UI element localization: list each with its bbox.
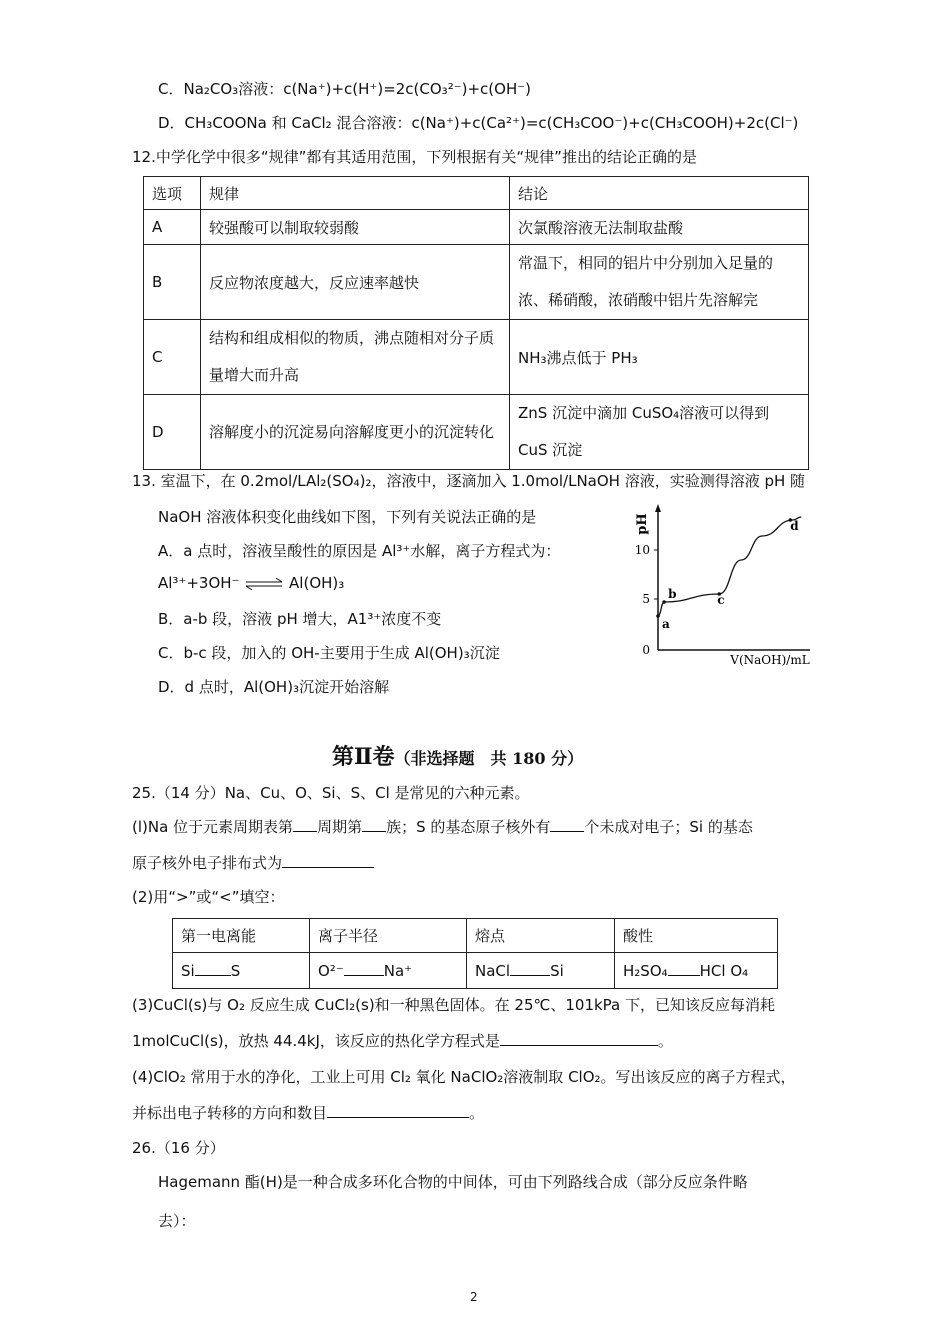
point-label-b: b [668, 587, 677, 601]
table-row [144, 395, 809, 470]
text: 族；S 的基态原子核外有 [386, 818, 551, 836]
table-row [144, 320, 809, 395]
row-conclusion: NH₃沸点低于 PH₃ [510, 320, 809, 395]
text: 个未成对电子；Si 的基态 [584, 818, 753, 836]
table-row [144, 245, 809, 320]
equation-right: Al(OH)₃ [289, 574, 345, 592]
y-axis-label: pH [635, 513, 650, 535]
answer-blank[interactable] [510, 961, 550, 976]
row-option: B [144, 245, 201, 320]
table-row [144, 210, 809, 245]
q25-part1-line2 [132, 852, 374, 873]
row-rule: 反应物浓度越大，反应速率越快 [201, 245, 510, 320]
text: Si [550, 962, 564, 980]
q13-option-a: A．a 点时，溶液呈酸性的原因是 Al³⁺水解，离子方程式为： [158, 542, 561, 560]
q25-compare-table [172, 918, 778, 989]
answer-blank[interactable] [550, 817, 584, 832]
section-title [332, 740, 583, 771]
page-number: 2 [470, 1290, 478, 1304]
text: H₂SO₄ [623, 962, 668, 980]
ph-titration-chart [620, 500, 820, 670]
point-label-a: a [662, 617, 670, 631]
q13-option-a-equation [158, 574, 344, 592]
x-axis-label: V(NaOH)/mL [730, 653, 810, 667]
q25-part2: (2)用“>”或“<”填空： [132, 888, 285, 906]
q26-stem: 26.（16 分） [132, 1139, 225, 1157]
answer-blank[interactable] [195, 961, 231, 976]
text: Si [181, 962, 195, 980]
row-conclusion: 常温下，相同的铝片中分别加入足量的浓、稀硝酸，浓硝酸中铝片先溶解完 [510, 245, 809, 320]
text: HCl O₄ [699, 962, 749, 980]
q11-option-d: D．CH₃COONa 和 CaCl₂ 混合溶液：c(Na⁺)+c(Ca²⁺)=c(CH₃COO⁻)+c(CH₃COOH)+2c(Cl⁻) [158, 114, 799, 132]
table-header-row [144, 177, 809, 210]
y-axis-arrow-icon [655, 504, 661, 512]
compare-cell [310, 953, 467, 989]
q11-option-c: C．Na₂CO₃溶液：c(Na⁺)+c(H⁺)=2c(CO₃²⁻)+c(OH⁻) [158, 80, 532, 98]
row-conclusion: 次氯酸溶液无法制取盐酸 [510, 210, 809, 245]
q12-stem: 12.中学化学中很多“规律”都有其适用范围，下列根据有关“规律”推出的结论正确的是 [132, 148, 697, 166]
row-rule: 溶解度小的沉淀易向溶解度更小的沉淀转化 [201, 395, 510, 470]
text: Na⁺ [383, 962, 413, 980]
y-tick-label: 5 [642, 592, 650, 606]
q25-part4-line2 [132, 1102, 484, 1123]
data-point-a [656, 614, 660, 618]
point-label-d: d [790, 519, 799, 533]
q25-part3-line1: (3)CuCl(s)与 O₂ 反应生成 CuCl₂(s)和一种黑色固体。在 25℃、101kPa 下，已知该反应每消耗 [132, 996, 776, 1014]
section-title-main: 第Ⅱ卷 [332, 744, 395, 770]
header-rule: 规律 [201, 177, 510, 210]
answer-blank[interactable] [327, 1103, 469, 1118]
row-rule: 结构和组成相似的物质，沸点随相对分子质量增大而升高 [201, 320, 510, 395]
y-tick-label: 10 [634, 543, 650, 557]
q25-stem: 25.（14 分）Na、Cu、O、Si、S、Cl 是常见的六种元素。 [132, 784, 530, 802]
q13-stem-line2: NaOH 溶液体积变化曲线如下图，下列有关说法正确的是 [158, 508, 537, 526]
header-acidity: 酸性 [615, 919, 778, 953]
row-conclusion: ZnS 沉淀中滴加 CuSO₄溶液可以得到 CuS 沉淀 [510, 395, 809, 470]
header-melting-point: 熔点 [467, 919, 615, 953]
y-tick-label: 0 [642, 643, 650, 657]
header-conclusion: 结论 [510, 177, 809, 210]
text: 。 [657, 1032, 673, 1050]
q25-part3-line2 [132, 1030, 673, 1051]
answer-blank[interactable] [362, 817, 386, 832]
answer-blank[interactable] [668, 961, 700, 976]
answer-blank[interactable] [344, 961, 384, 976]
answer-blank[interactable] [293, 817, 317, 832]
answer-blank[interactable] [500, 1031, 658, 1046]
q26-intro-line1: Hagemann 酯(H)是一种合成多环化合物的中间体，可由下列路线合成（部分反应条件略 [158, 1173, 748, 1191]
q13-option-d: D．d 点时，Al(OH)₃沉淀开始溶解 [158, 678, 390, 696]
q13-stem-line1: 13. 室温下，在 0.2mol/LAl₂(SO₄)₂，溶液中，逐滴加入 1.0mol/LNaOH 溶液，实验测得溶液 pH 随 [132, 472, 806, 490]
row-option: D [144, 395, 201, 470]
compare-cell [467, 953, 615, 989]
text: 原子核外电子排布式为 [132, 854, 283, 872]
compare-cell [173, 953, 310, 989]
q13-option-c: C．b-c 段，加入的 OH-主要用于生成 Al(OH)₃沉淀 [158, 644, 500, 662]
equation-left: Al³⁺+3OH⁻ [158, 574, 240, 592]
header-ionization-energy: 第一电离能 [173, 919, 310, 953]
table-row [173, 953, 778, 989]
answer-blank[interactable] [282, 853, 374, 868]
equilibrium-arrow-icon [244, 578, 284, 590]
compare-cell [615, 953, 778, 989]
text: 。 [469, 1104, 485, 1122]
text: 并标出电子转移的方向和数目 [132, 1104, 328, 1122]
q25-part4-line1: (4)ClO₂ 常用于水的净化，工业上可用 Cl₂ 氧化 NaClO₂溶液制取 ClO₂。写出该反应的离子方程式， [132, 1068, 796, 1086]
text: NaCl [475, 962, 511, 980]
q12-table [143, 176, 809, 470]
row-option: A [144, 210, 201, 245]
q26-intro-line2: 去）： [158, 1212, 196, 1230]
row-rule: 较强酸可以制取较弱酸 [201, 210, 510, 245]
header-ionic-radius: 离子半径 [310, 919, 467, 953]
row-option: C [144, 320, 201, 395]
text: (l)Na 位于元素周期表第 [132, 818, 294, 836]
data-point-b [662, 600, 666, 604]
text: 1molCuCl(s)，放热 44.4kJ，该反应的热化学方程式是 [132, 1032, 500, 1050]
q25-part1-line1 [132, 816, 753, 837]
text: O²⁻ [318, 962, 344, 980]
q13-option-b: B．a-b 段，溶液 pH 增大，A1³⁺浓度不变 [158, 610, 442, 628]
point-label-c: c [717, 593, 725, 607]
ph-curve [658, 517, 801, 616]
header-option: 选项 [144, 177, 201, 210]
section-title-sub: （非选择题 共 180 分） [394, 749, 584, 768]
text: S [230, 962, 241, 980]
text: 周期第 [317, 818, 363, 836]
table-header-row [173, 919, 778, 953]
